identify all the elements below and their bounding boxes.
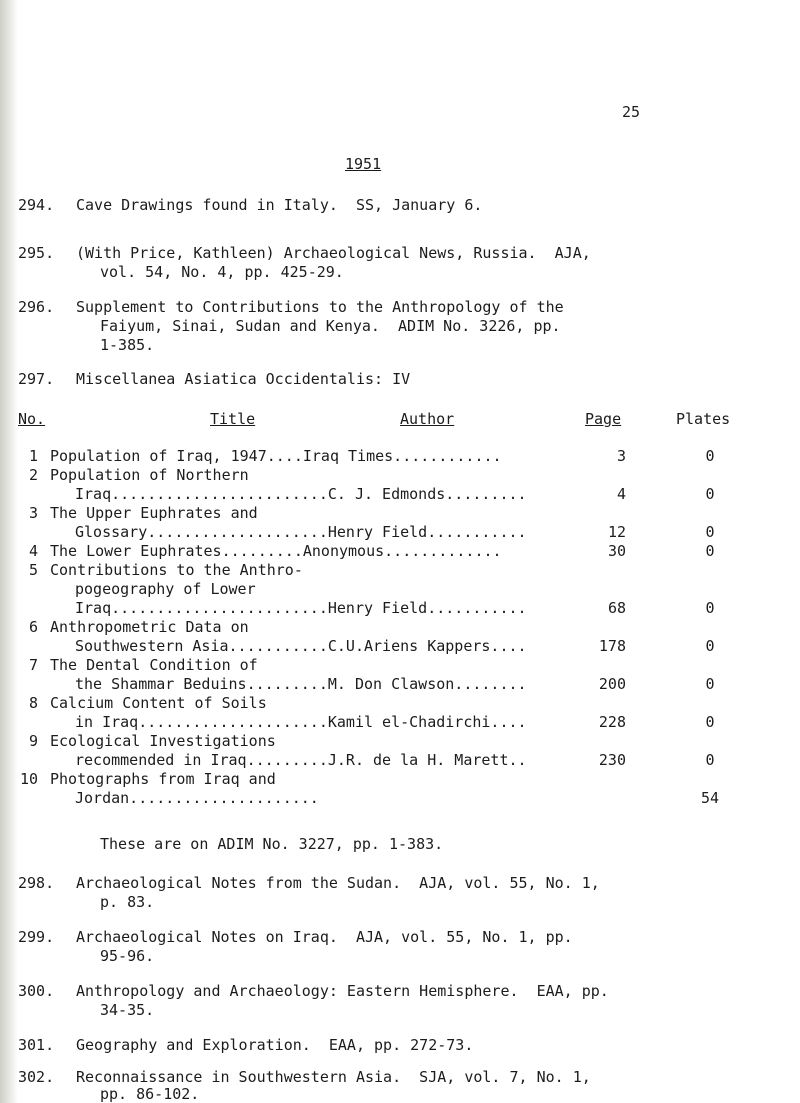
row-text: The Dental Condition of xyxy=(50,656,258,674)
entry-text: Supplement to Contributions to the Anthropology of the xyxy=(76,298,564,316)
row-text: The Upper Euphrates and xyxy=(50,504,258,522)
entry-text: p. 83. xyxy=(100,893,155,911)
row-number: 2 xyxy=(28,466,38,484)
entry-text: Archaeological Notes on Iraq. AJA, vol. 55, No. 1, pp. xyxy=(76,928,573,946)
entry-text: Miscellanea Asiatica Occidentalis: IV xyxy=(76,370,411,388)
header-title: Title xyxy=(210,410,256,428)
row-page: 178 xyxy=(598,637,626,655)
entry-text: 95-96. xyxy=(100,947,155,965)
row-number: 3 xyxy=(28,504,38,522)
entry-number: 301. xyxy=(18,1036,55,1054)
row-text: in Iraq.....................Kamil el-Chadirchi.... xyxy=(75,713,527,731)
row-plates: 0 xyxy=(705,675,715,693)
row-page: 3 xyxy=(616,447,626,465)
entry-number: 297. xyxy=(18,370,55,388)
row-text: recommended in Iraq.........J.R. de la H. Marett.. xyxy=(75,751,527,769)
entry-text: 34-35. xyxy=(100,1001,155,1019)
entry-number: 299. xyxy=(18,928,55,946)
row-plates: 0 xyxy=(705,485,715,503)
row-plates: 0 xyxy=(705,447,715,465)
entry-number: 295. xyxy=(18,244,55,262)
row-number: 7 xyxy=(28,656,38,674)
row-text: Iraq........................Henry Field........... xyxy=(75,599,527,617)
row-page: 30 xyxy=(607,542,626,560)
row-text: Anthropometric Data on xyxy=(50,618,249,636)
row-plates: 0 xyxy=(705,599,715,617)
row-text: Jordan..................... xyxy=(75,789,319,807)
row-page: 12 xyxy=(607,523,626,541)
row-plates: 0 xyxy=(705,637,715,655)
row-page: 4 xyxy=(616,485,626,503)
entry-text: pp. 86-102. xyxy=(100,1085,200,1103)
entry-text: vol. 54, No. 4, pp. 425-29. xyxy=(100,263,344,281)
entry-number: 300. xyxy=(18,982,55,1000)
row-text: Ecological Investigations xyxy=(50,732,276,750)
entry-text: 1-385. xyxy=(100,336,155,354)
row-number: 10 xyxy=(19,770,38,788)
entry-text: Reconnaissance in Southwestern Asia. SJA, vol. 7, No. 1, xyxy=(76,1068,591,1086)
entry-number: 296. xyxy=(18,298,55,316)
row-text: the Shammar Beduins.........M. Don Clawson........ xyxy=(75,675,527,693)
row-plates: 54 xyxy=(700,789,720,807)
row-plates: 0 xyxy=(705,713,715,731)
row-page: 200 xyxy=(598,675,626,693)
row-page: 230 xyxy=(598,751,626,769)
entry-text: (With Price, Kathleen) Archaeological News, Russia. AJA, xyxy=(76,244,591,262)
row-number: 8 xyxy=(28,694,38,712)
row-text: Population of Iraq, 1947....Iraq Times............ xyxy=(50,447,502,465)
page-number: 25 xyxy=(622,103,641,121)
entry-number: 298. xyxy=(18,874,55,892)
row-number: 1 xyxy=(28,447,38,465)
header-no: No. xyxy=(18,410,46,428)
year-heading: 1951 xyxy=(345,155,382,173)
header-author: Author xyxy=(400,410,455,428)
header-page: Page xyxy=(585,410,622,428)
row-text: Population of Northern xyxy=(50,466,249,484)
row-page: 228 xyxy=(598,713,626,731)
entry-text: Archaeological Notes from the Sudan. AJA, vol. 55, No. 1, xyxy=(76,874,600,892)
row-number: 9 xyxy=(28,732,38,750)
row-text: Contributions to the Anthro- xyxy=(50,561,303,579)
row-number: 6 xyxy=(28,618,38,636)
row-number: 4 xyxy=(28,542,38,560)
row-text: Photographs from Iraq and xyxy=(50,770,276,788)
entry-text: Anthropology and Archaeology: Eastern Hemisphere. EAA, pp. xyxy=(76,982,609,1000)
row-text: Glossary....................Henry Field........... xyxy=(75,523,527,541)
header-plates: Plates xyxy=(676,410,731,428)
row-page: 68 xyxy=(607,599,626,617)
entry-number: 302. xyxy=(18,1068,55,1086)
row-text: Southwestern Asia...........C.U.Ariens Kappers.... xyxy=(75,637,527,655)
row-text: pogeography of Lower xyxy=(75,580,256,598)
entry-text: Cave Drawings found in Italy. SS, January 6. xyxy=(76,196,483,214)
row-text: The Lower Euphrates.........Anonymous............. xyxy=(50,542,502,560)
entry-text: Geography and Exploration. EAA, pp. 272-73. xyxy=(76,1036,474,1054)
entry-number: 294. xyxy=(18,196,55,214)
row-plates: 0 xyxy=(705,523,715,541)
row-text: Calcium Content of Soils xyxy=(50,694,267,712)
entry-text: Faiyum, Sinai, Sudan and Kenya. ADIM No. 3226, pp. xyxy=(100,317,561,335)
row-text: Iraq........................C. J. Edmonds......... xyxy=(75,485,527,503)
row-plates: 0 xyxy=(705,751,715,769)
row-plates: 0 xyxy=(705,542,715,560)
row-number: 5 xyxy=(28,561,38,579)
table-note: These are on ADIM No. 3227, pp. 1-383. xyxy=(100,835,444,853)
